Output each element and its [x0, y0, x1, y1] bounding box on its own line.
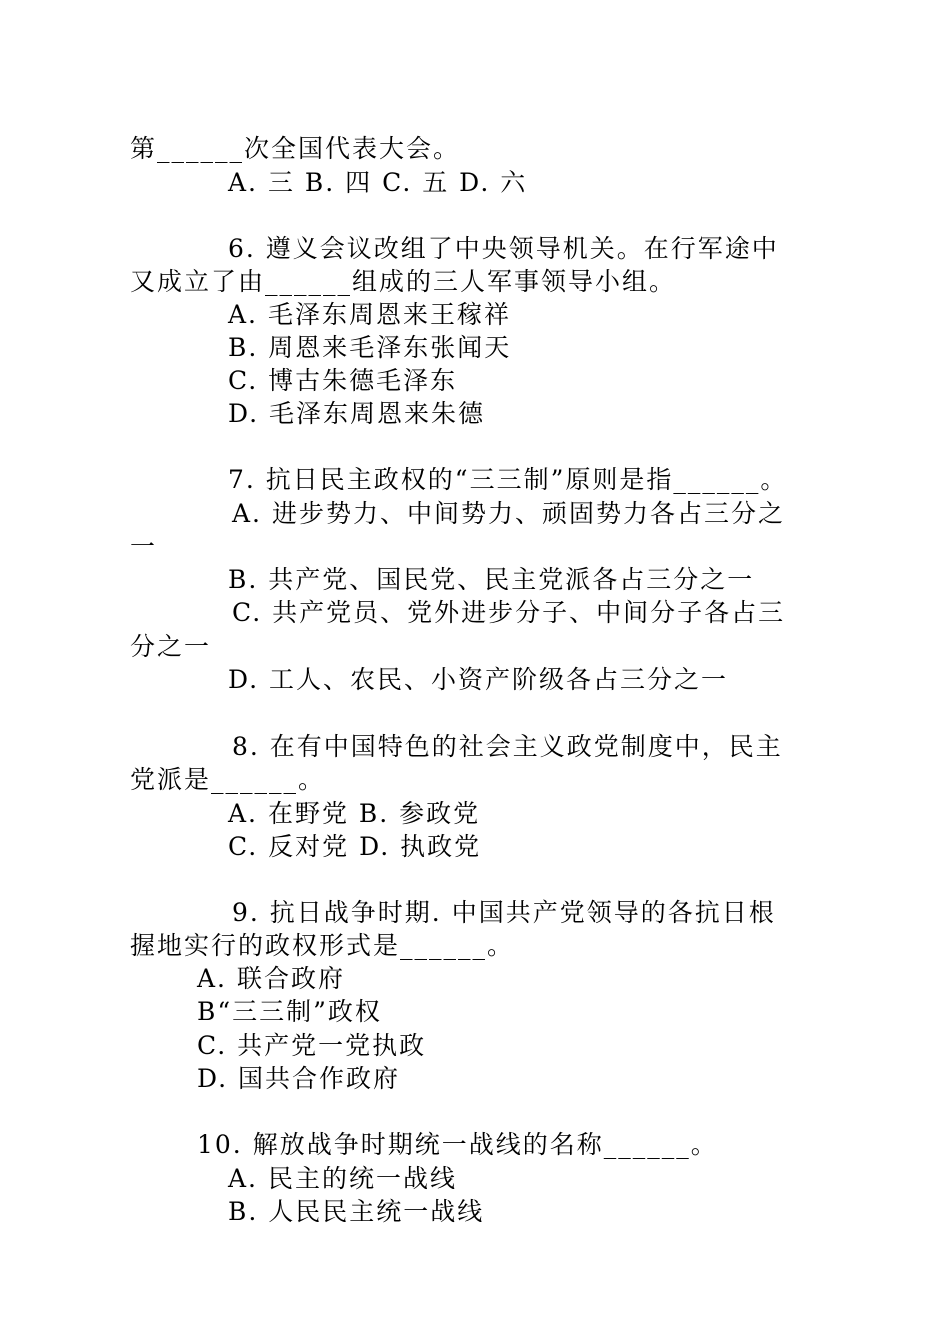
- q6-option-b: B. 周恩来毛泽东张闻天: [228, 333, 512, 362]
- q7-option-d: D. 工人、农民、小资产阶级各占三分之一: [228, 665, 729, 694]
- q6-option-c: C. 博古朱德毛泽东: [228, 366, 458, 395]
- q5-options: A. 三 B. 四 C. 五 D. 六: [228, 168, 528, 197]
- q7-option-a-line1: A. 进步势力、中间势力、顽固势力各占三分之: [232, 499, 785, 528]
- q7-stem: 7. 抗日民主政权的“三三制”原则是指______。: [228, 465, 788, 494]
- q8-stem-line1: 8. 在有中国特色的社会主义政党制度中，民主: [232, 732, 783, 761]
- q7-option-a-line2: 一: [130, 532, 158, 561]
- q7-option-c-line1: C. 共产党员、党外进步分子、中间分子各占三: [232, 598, 786, 627]
- q9-option-c: C. 共产党一党执政: [197, 1031, 427, 1060]
- q8-options-cd: C. 反对党 D. 执政党: [228, 832, 482, 861]
- q10-option-a: A. 民主的统一战线: [228, 1164, 457, 1193]
- q9-option-a: A. 联合政府: [197, 964, 345, 993]
- q9-option-d: D. 国共合作政府: [197, 1064, 401, 1093]
- q5-stem-continuation: 第______次全国代表大会。: [130, 134, 461, 163]
- q10-option-b: B. 人民民主统一战线: [228, 1197, 485, 1226]
- q7-option-b: B. 共产党、国民党、民主党派各占三分之一: [228, 565, 755, 594]
- q10-stem: 10. 解放战争时期统一战线的名称______。: [197, 1130, 718, 1159]
- q8-options-ab: A. 在野党 B. 参政党: [228, 799, 481, 828]
- q9-stem-line1: 9. 抗日战争时期. 中国共产党领导的各抗日根: [232, 898, 776, 927]
- q9-option-b: B“三三制”政权: [197, 997, 382, 1026]
- q7-option-c-line2: 分之一: [130, 632, 212, 661]
- q6-option-d: D. 毛泽东周恩来朱德: [228, 399, 486, 428]
- q6-stem-line2: 又成立了由______组成的三人军事领导小组。: [130, 267, 677, 296]
- q8-stem-line2: 党派是______。: [130, 765, 326, 794]
- q9-stem-line2: 握地实行的政权形式是______。: [130, 931, 515, 960]
- q6-option-a: A. 毛泽东周恩来王稼祥: [228, 300, 511, 329]
- q6-stem-line1: 6. 遵义会议改组了中央领导机关。在行军途中: [228, 234, 779, 263]
